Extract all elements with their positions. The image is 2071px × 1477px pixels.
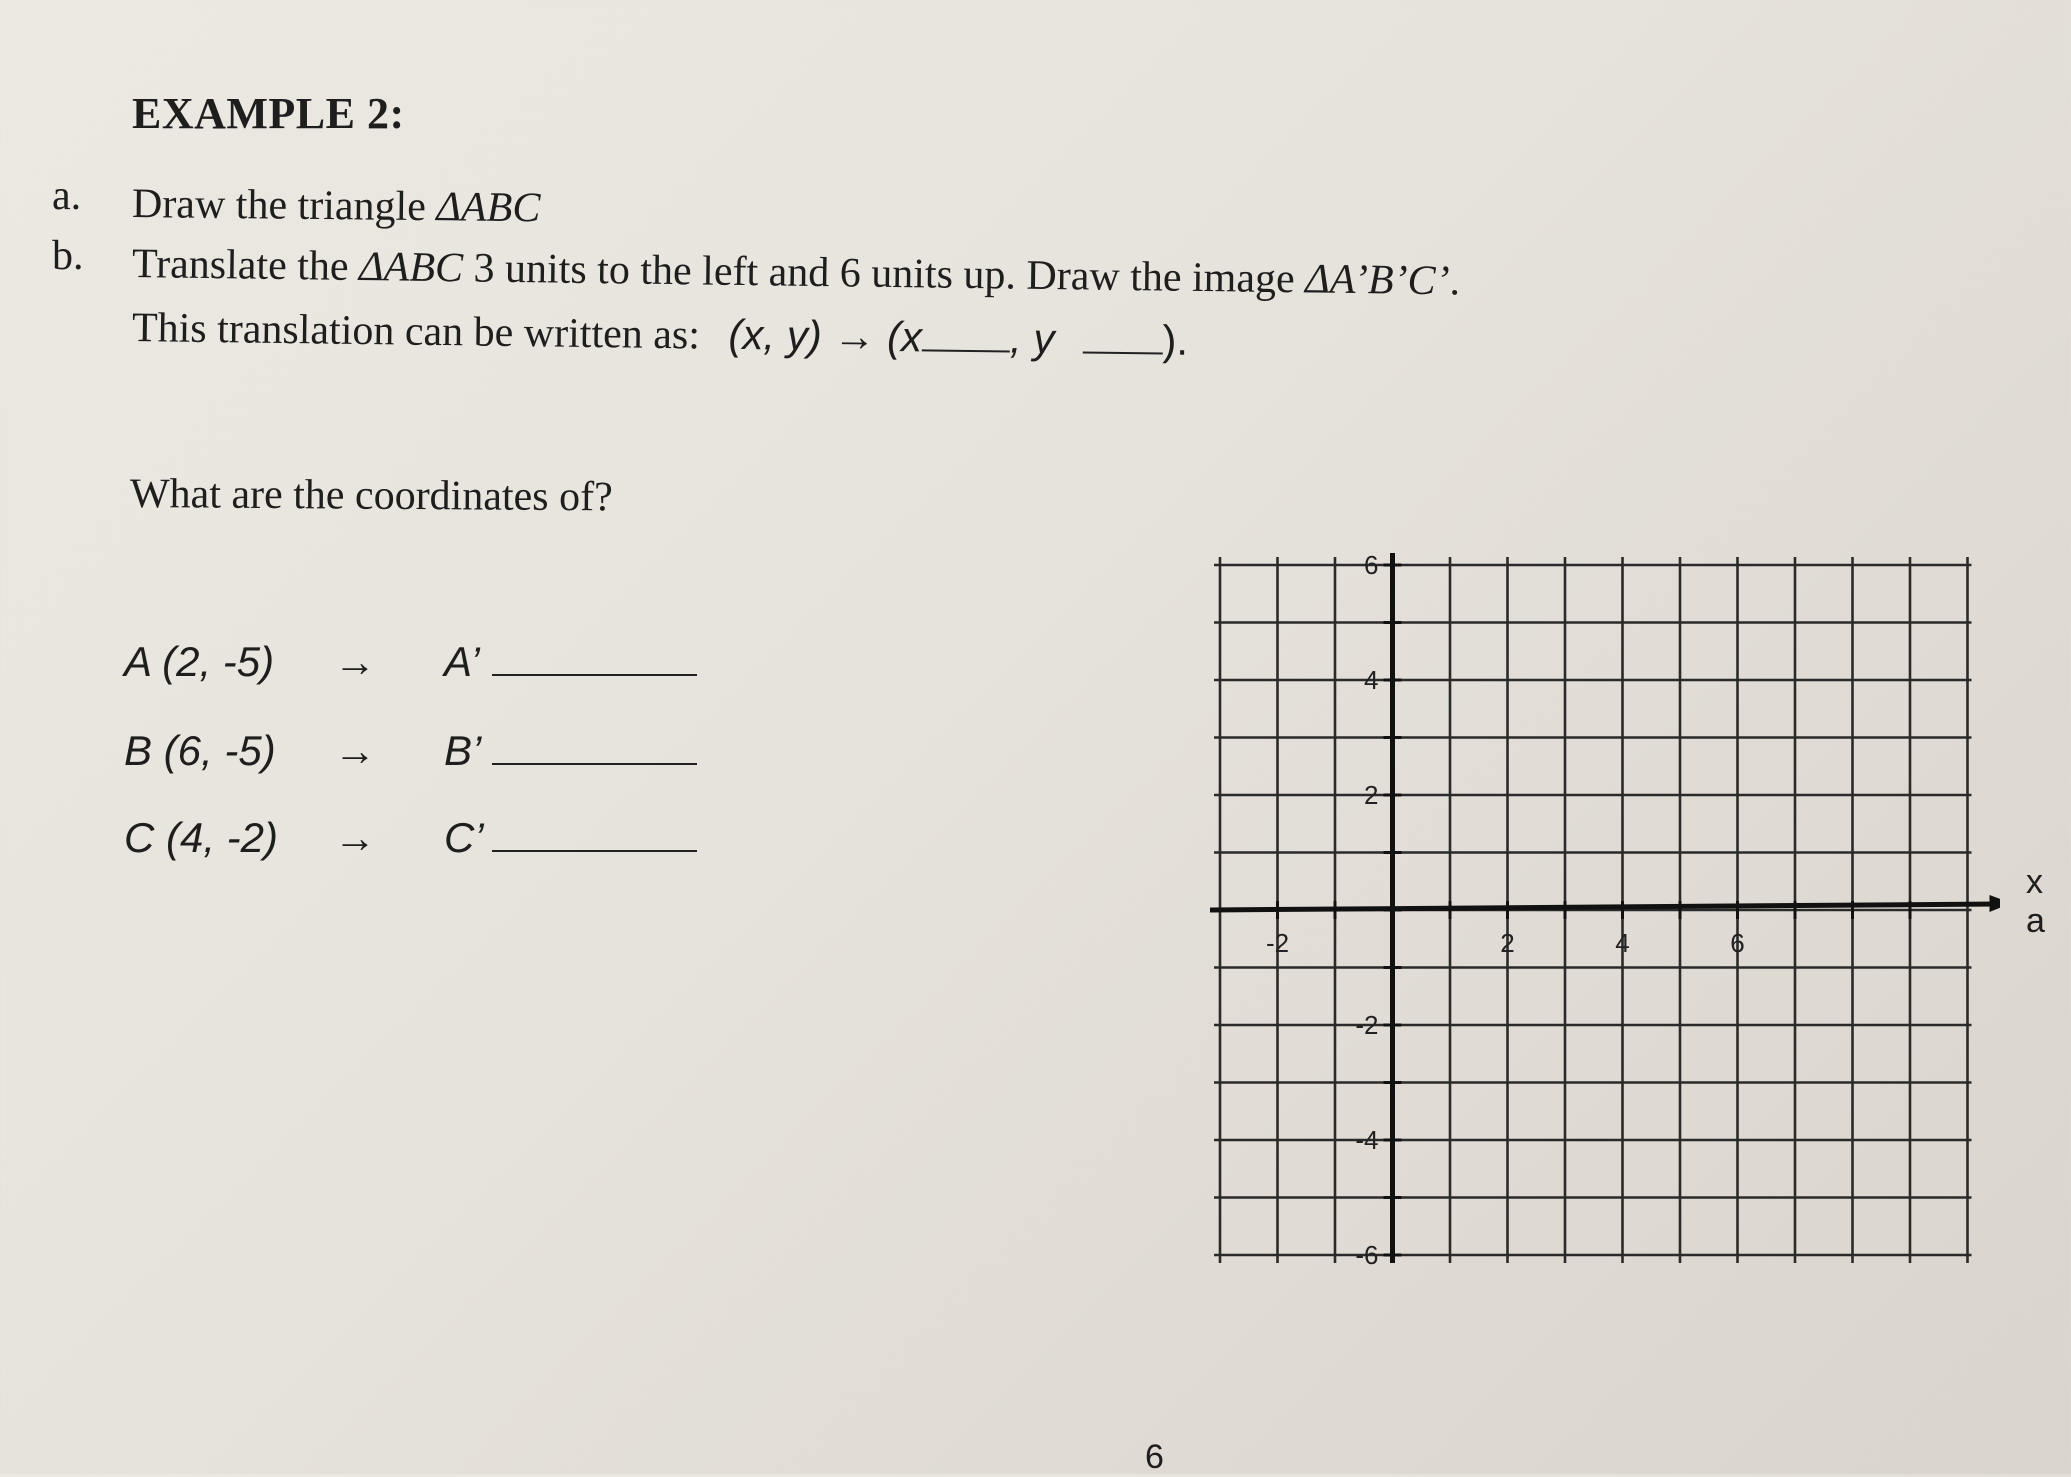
- point-row-c: [124, 814, 697, 862]
- page-number: 6: [1145, 1438, 1164, 1476]
- arrow-icon: →: [334, 638, 376, 685]
- grid-svg: [1200, 545, 2000, 1290]
- rule-start: (x, y) → (x: [728, 310, 923, 361]
- rule-end: ).: [1162, 316, 1189, 364]
- x-tick-label: 4: [1615, 928, 1630, 958]
- part-b-instruction-1: Translate the: [131, 241, 360, 290]
- y-tick-label: -2: [1355, 1010, 1379, 1040]
- grid-axes: [1210, 553, 2000, 1263]
- part-b-marker: b.: [52, 233, 84, 279]
- arrow-icon: →: [334, 727, 376, 774]
- triangle-abc-label-b: ΔABC: [358, 243, 464, 292]
- part-a-marker: a.: [52, 173, 82, 219]
- point-label: B (6, -5): [124, 727, 276, 774]
- answer-blank-b[interactable]: [492, 763, 697, 765]
- coordinates-question: What are the coordinates of?: [129, 471, 613, 521]
- triangle-abc-label: ΔABC: [436, 184, 541, 232]
- part-b-instruction-3: .: [1449, 258, 1461, 305]
- translation-rule-text: This translation can be written as:: [131, 305, 701, 359]
- x-tick-label: 2: [1500, 928, 1515, 958]
- x-shift-blank[interactable]: [922, 349, 1010, 352]
- arrow-icon: →: [334, 814, 376, 861]
- part-b-text: [132, 240, 1461, 305]
- y-tick-label: 6: [1364, 550, 1379, 580]
- translation-rule-line: [132, 303, 1189, 366]
- point-label: A (2, -5): [124, 638, 275, 685]
- x-tick-label: -2: [1265, 928, 1290, 958]
- point-row-b: [124, 727, 697, 775]
- y-shift-blank[interactable]: [1082, 351, 1162, 354]
- part-a-text: [132, 180, 541, 232]
- point-label: C (4, -2): [124, 814, 279, 861]
- y-tick-label: 4: [1364, 665, 1379, 695]
- x-tick-label: 6: [1730, 928, 1745, 958]
- part-a-instruction: Draw the triangle: [131, 181, 437, 231]
- image-point-label: C’: [444, 814, 484, 861]
- x-axis-arrow-icon: [1990, 895, 2001, 912]
- y-tick-label: -6: [1355, 1240, 1379, 1270]
- y-tick-label: -4: [1355, 1125, 1379, 1155]
- point-row-a: [124, 638, 697, 686]
- answer-blank-a[interactable]: [492, 674, 697, 676]
- image-point-label: A’: [444, 638, 480, 685]
- answer-blank-c[interactable]: [492, 850, 697, 852]
- triangle-image-label: ΔA’B’C’: [1304, 256, 1450, 305]
- y-tick-label: 2: [1364, 780, 1379, 810]
- part-b-instruction-2: 3 units to the left and 6 units up. Draw the image: [462, 245, 1306, 303]
- rule-mid: , y: [1009, 314, 1055, 363]
- coordinate-grid[interactable]: [1200, 545, 2000, 1290]
- x-axis-label: x a: [2026, 863, 2045, 940]
- image-point-label: B’: [444, 727, 482, 774]
- example-heading: EXAMPLE 2:: [132, 89, 405, 138]
